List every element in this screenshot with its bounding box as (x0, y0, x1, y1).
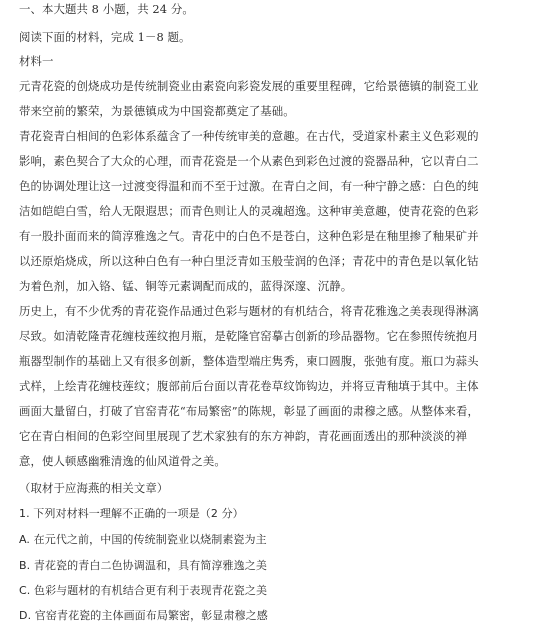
paragraph-line: 影响，素色契合了大众的心理，而青花瓷是一个从素色到彩色过渡的瓷器品种，它以青白二 (19, 154, 479, 168)
paragraph-line: 色的协调处理让这一过渡变得温和而不至于过激。在青白之间，有一种宁静之感：白色的纯 (19, 179, 479, 193)
paragraph-line: 瓶器型制作的基础上又有很多创新，整体造型端庄隽秀，柬口圆腹，张弛有度。瓶口为蒜头 (19, 354, 479, 368)
paragraph-line: 式样，上绘青花缠枝莲纹；腹部前后台面以青花卷草纹饰钩边，并将豆青釉填于其中。主体 (19, 379, 479, 393)
paragraph-line: 为着色剂，加入铬、锰、铜等元素调配而成的，蓝得深邃、沉静。 (19, 279, 353, 293)
question-stem: 1. 下列对材料一理解不正确的一项是（2 分） (19, 507, 244, 520)
paragraph-line: 有一股扑面而来的简淳雅逸之气。青花中的白色不是苍白，这种色彩是在釉里掺了釉果矿并 (19, 229, 479, 243)
option-b: B. 青花瓷的青白二色协调温和，具有简淳雅逸之美 (19, 559, 267, 572)
paragraph-line: 元青花瓷的创烧成功是传统制瓷业由素瓷向彩瓷发展的重要里程碑，它给景德镇的制瓷工业 (19, 79, 479, 93)
paragraph-line: 意，使人顿感幽雅清逸的仙风道骨之美。 (19, 454, 226, 468)
option-c: C. 色彩与题材的有机结合更有利于表现青花瓷之美 (19, 584, 268, 597)
paragraph-line: 以还原焰烧成，所以这种白色有一种白里泛青如玉般莹润的色泽；青花中的青色是以氧化钴 (19, 254, 479, 268)
reading-instruction: 阅读下面的材料，完成 1－8 题。 (19, 30, 191, 44)
source-note: （取材于应海燕的相关文章） (19, 481, 169, 495)
paragraph-line: 洁如皑皑白雪，给人无限遐思；而青色则让人的灵魂超逸。这种审美意趣，使青花瓷的色彩 (19, 204, 479, 218)
paragraph-line: 青花瓷青白相间的色彩体系蕴含了一种传统审美的意趣。在古代，受道家朴素主义色彩观的 (19, 129, 479, 143)
option-d: D. 官窑青花瓷的主体画面布局繁密，彰显肃穆之感 (19, 609, 268, 622)
paragraph-line: 带来空前的繁荣，为景德镇成为中国瓷都奠定了基础。 (19, 104, 295, 118)
section-header: 一、本大题共 8 小题，共 24 分。 (19, 2, 194, 16)
paragraph-line: 尽致。如清乾隆青花缠枝莲纹抱月瓶，是乾隆官窑摹古创新的珍品器物。它在参照传统抱月 (19, 329, 479, 343)
paragraph-line: 它在青白相间的色彩空间里展现了艺术家独有的东方神韵，青花画面透出的那种淡淡的禅 (19, 429, 468, 443)
paragraph-line: 历史上，有不少优秀的青花瓷作品通过色彩与题材的有机结合，将青花雅逸之美表现得淋漓 (19, 304, 479, 318)
paragraph-line: 画面大量留白，打破了官窑青花“布局繁密”的陈规，彰显了画面的肃穆之感。从整体来看， (19, 404, 479, 418)
material-label: 材料一 (19, 54, 54, 68)
option-a: A. 在元代之前，中国的传统制瓷业以烧制素瓷为主 (19, 533, 267, 546)
